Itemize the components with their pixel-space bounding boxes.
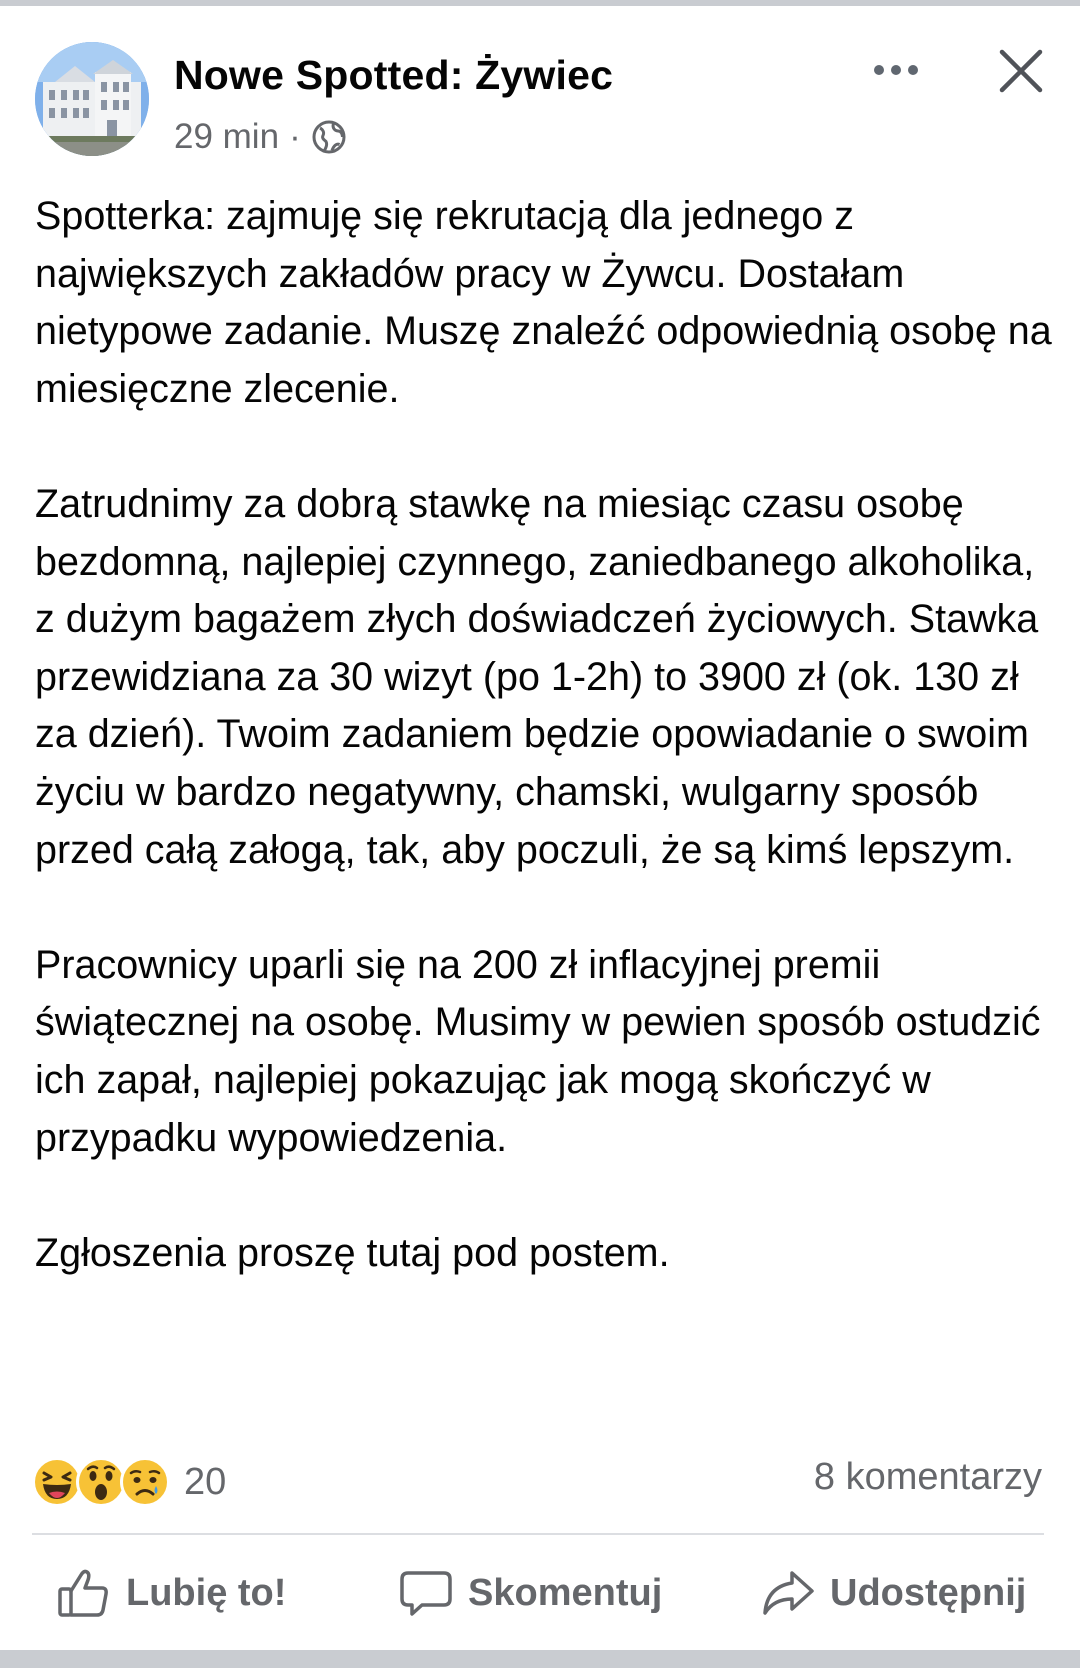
- post-paragraph: Pracownicy uparli się na 200 zł inflacyjnej premii świątecznej na osobę. Musimy w pewien sposób ostudzić ich zapał, najlepiej pokazując jak mogą skończyć w przypadku wypowiedzenia.: [35, 942, 1041, 1160]
- like-label: Lubię to!: [126, 1571, 287, 1614]
- close-x-icon: [996, 46, 1046, 96]
- comment-label: Skomentuj: [468, 1571, 663, 1614]
- dot: [874, 65, 884, 75]
- share-arrow-icon: [760, 1565, 816, 1621]
- comment-button[interactable]: [398, 1562, 662, 1624]
- divider: [32, 1533, 1044, 1535]
- page-avatar[interactable]: [35, 42, 149, 156]
- bottom-edge: [0, 1650, 1080, 1668]
- top-edge: [0, 0, 1080, 6]
- share-button[interactable]: [760, 1562, 1026, 1624]
- page-name[interactable]: Nowe Spotted: Żywiec: [174, 52, 614, 98]
- reaction-count: 20: [184, 1460, 227, 1503]
- wow-icon: [76, 1457, 126, 1507]
- globe-icon: [311, 119, 347, 155]
- sad-icon: [120, 1457, 170, 1507]
- post-paragraph: Spotterka: zajmuję się rekrutacją dla jednego z największych zakładów pracy w Żywcu. Dostałam nietypowe zadanie. Muszę znaleźć odpowiednią osobę na miesięczne zlecenie.: [35, 194, 1052, 411]
- dot: [891, 65, 901, 75]
- more-dots-icon[interactable]: [866, 50, 926, 90]
- like-button[interactable]: [56, 1562, 286, 1624]
- meta-separator: ·: [289, 117, 301, 156]
- post-text: [35, 188, 1055, 1282]
- share-label: Udostępnij: [830, 1571, 1027, 1614]
- comments-count[interactable]: 8 komentarzy: [813, 1456, 1042, 1498]
- reaction-summary[interactable]: [32, 1454, 226, 1510]
- haha-icon: [32, 1457, 82, 1507]
- thumbs-up-icon: [56, 1565, 112, 1621]
- building-photo-icon: [35, 42, 149, 156]
- post-paragraph: Zgłoszenia proszę tutaj pod postem.: [35, 1230, 670, 1275]
- comment-bubble-icon: [398, 1565, 454, 1621]
- post-paragraph: Zatrudnimy za dobrą stawkę na miesiąc czasu osobę bezdomną, najlepiej czynnego, zaniedbanego alkoholika, z dużym bagażem złych doświadczeń życiowych. Stawka przewidziana za 30 wizyt (po 1-2h) to 3900 zł (ok. 130 zł za dzień). Twoim zadaniem będzie opowiadanie o swoim życiu w bardzo negatywny, chamski, wulgarny sposób przed całą załogą, tak, aby poczuli, że są kimś lepszym.: [35, 481, 1039, 872]
- close-icon[interactable]: [996, 46, 1046, 96]
- post-meta: [174, 114, 347, 160]
- dot: [908, 65, 918, 75]
- post-time[interactable]: 29 min: [174, 117, 280, 156]
